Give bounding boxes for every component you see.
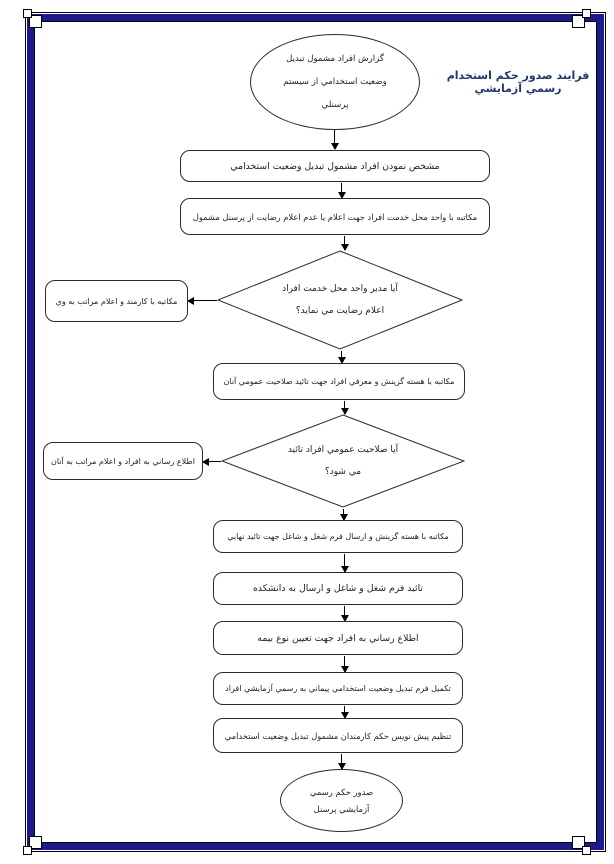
node-decision2-line: آيا صلاحيت عمومي افراد تائيد — [287, 445, 399, 455]
node-decision1-text — [217, 250, 463, 350]
arrow-start-to-step1 — [334, 130, 335, 149]
arrow-decision2-to-step4 — [343, 509, 344, 520]
node-step2-label: مكاتبه با واحد محل خدمت افراد جهت اعلام يا عدم اعلام رضايت از پرسنل مشمول — [192, 211, 478, 222]
arrow-step5-to-step6 — [344, 606, 345, 621]
node-decision2-line: مي شود؟ — [324, 467, 362, 477]
arrow-decision2-to-side2 — [203, 461, 221, 462]
frame-corner-ornament-top-right — [571, 9, 591, 29]
node-end-line: صدور حكم رسمي — [309, 787, 374, 797]
node-side1 — [45, 280, 188, 322]
node-decision2 — [221, 414, 465, 508]
frame-corner-ornament-bottom-right — [571, 835, 591, 855]
corner-square-icon — [582, 9, 591, 18]
node-side2 — [43, 442, 203, 480]
node-step1-label: مشخص نمودن افراد مشمول تبديل وضعيت استخدامي — [230, 160, 440, 172]
arrow-decision1-to-side1 — [188, 300, 217, 301]
node-step7-label: تكميل فرم تبديل وضعيت استخدامي پيماني به رسمي آزمايشي افراد — [225, 684, 451, 693]
arrow-step8-to-end — [341, 754, 342, 769]
frame-corner-ornament-bottom-left — [23, 835, 43, 855]
node-step8-label: تنظيم پيش نويس حكم كارمندان مشمول تبديل وضعيت استخدامي — [224, 730, 452, 741]
node-step4 — [213, 520, 463, 553]
node-step4-label: مكاتبه با هسته گزينش و ارسال فرم شغل و شاغل جهت تائيد نهايي — [227, 532, 449, 541]
node-step5-label: تائيد فرم شغل و شاغل و ارسال به دانشكده — [253, 583, 423, 594]
node-start-line: پرسنلي — [321, 100, 349, 110]
node-side2-label: اطلاع رساني به افراد و اعلام مراتب به آنان — [51, 456, 196, 466]
node-step6-label: اطلاع رساني به افراد جهت تعيين نوع بيمه — [257, 632, 419, 644]
arrow-step6-to-step7 — [344, 656, 345, 672]
node-step3 — [213, 363, 465, 400]
node-decision1 — [217, 250, 463, 350]
node-step8 — [213, 718, 463, 753]
arrow-step2-to-decision1 — [344, 236, 345, 250]
node-step3-label: مكاتبه با هسته گزينش و معرفي افراد جهت تائيد صلاحيت عمومي آنان — [223, 377, 455, 386]
node-start-line: وضعيت استخدامي از سيستم — [283, 77, 387, 87]
arrow-step7-to-step8 — [344, 706, 345, 718]
corner-square-icon — [582, 846, 591, 855]
node-step2 — [180, 198, 490, 235]
frame-corner-ornament-top-left — [23, 9, 43, 29]
node-end-terminator — [280, 769, 403, 832]
page-title: فرايند صدور حكم استخدام رسمي آزمايشي — [446, 69, 590, 95]
arrow-step4-to-step5 — [344, 554, 345, 572]
node-end-line: آزمايشي پرسنل — [313, 804, 370, 814]
arrow-decision1-to-step3 — [341, 351, 342, 363]
node-decision2-text — [221, 414, 465, 508]
node-step5 — [213, 572, 463, 605]
node-step1 — [180, 150, 490, 182]
arrow-step1-to-step2 — [341, 183, 342, 198]
node-decision1-line: اعلام رضايت مي نمايد؟ — [295, 306, 385, 316]
node-step7 — [213, 672, 463, 705]
node-step6 — [213, 621, 463, 655]
corner-square-icon — [23, 846, 32, 855]
node-decision1-line: آيا مدير واحد محل خدمت افراد — [282, 284, 398, 294]
node-start-line: گزارش افراد مشمول تبديل — [286, 54, 384, 64]
arrow-step3-to-decision2 — [344, 401, 345, 414]
corner-square-icon — [23, 9, 32, 18]
node-side1-label: مكاتبه با كارمند و اعلام مراتب به وي — [55, 296, 178, 306]
node-start-terminator — [250, 34, 420, 130]
